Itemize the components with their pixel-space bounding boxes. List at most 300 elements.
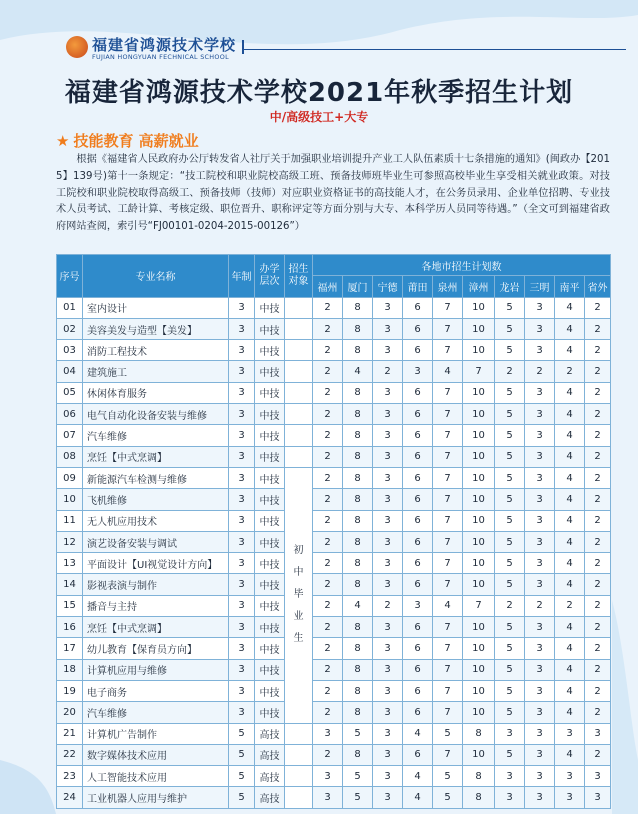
- city-count: 3: [373, 702, 403, 723]
- city-count: 3: [373, 382, 403, 403]
- major-name: 建筑施工: [83, 361, 229, 382]
- city-count: 6: [403, 489, 433, 510]
- city-count: 7: [433, 659, 463, 680]
- city-count: 3: [525, 787, 555, 808]
- major-name: 数字媒体技术应用: [83, 744, 229, 765]
- city-count: 4: [555, 531, 585, 552]
- row-number: 05: [57, 382, 83, 403]
- city-count: 3: [525, 404, 555, 425]
- program-years: 3: [229, 595, 255, 616]
- program-level: 中技: [255, 617, 285, 638]
- enrollment-target-empty: [285, 766, 313, 787]
- enrollment-target-empty: [285, 723, 313, 744]
- city-count: 3: [525, 531, 555, 552]
- city-count: 3: [373, 574, 403, 595]
- city-count: 3: [313, 787, 343, 808]
- city-count: 2: [585, 489, 611, 510]
- row-number: 02: [57, 318, 83, 339]
- program-years: 3: [229, 617, 255, 638]
- enrollment-target-empty: [285, 297, 313, 318]
- city-count: 2: [585, 340, 611, 361]
- city-count: 4: [433, 595, 463, 616]
- city-count: 2: [313, 318, 343, 339]
- city-count: 3: [555, 787, 585, 808]
- header-city: 福州: [313, 276, 343, 297]
- city-count: 7: [433, 702, 463, 723]
- city-count: 8: [343, 489, 373, 510]
- row-number: 14: [57, 574, 83, 595]
- program-level: 中技: [255, 595, 285, 616]
- city-count: 2: [313, 617, 343, 638]
- city-count: 2: [313, 744, 343, 765]
- city-count: 8: [343, 446, 373, 467]
- city-count: 3: [373, 787, 403, 808]
- major-name: 电气自动化设备安装与维修: [83, 404, 229, 425]
- city-count: 3: [495, 766, 525, 787]
- city-count: 5: [433, 787, 463, 808]
- table-header: [57, 255, 611, 298]
- program-years: 5: [229, 787, 255, 808]
- city-count: 8: [343, 553, 373, 574]
- city-count: 8: [343, 297, 373, 318]
- city-count: 6: [403, 340, 433, 361]
- major-name: 演艺设备安装与调试: [83, 531, 229, 552]
- program-years: 3: [229, 446, 255, 467]
- major-name: 电子商务: [83, 680, 229, 701]
- city-count: 3: [585, 787, 611, 808]
- city-count: 4: [555, 659, 585, 680]
- city-count: 3: [373, 404, 403, 425]
- row-number: 04: [57, 361, 83, 382]
- city-count: 4: [555, 617, 585, 638]
- city-count: 3: [373, 553, 403, 574]
- city-count: 4: [555, 297, 585, 318]
- city-count: 5: [433, 723, 463, 744]
- table-row: [57, 638, 611, 659]
- program-years: 3: [229, 425, 255, 446]
- city-count: 7: [433, 489, 463, 510]
- city-count: 6: [403, 531, 433, 552]
- page-subtitle: 中/高级技工+大专: [269, 110, 369, 124]
- city-count: 2: [313, 702, 343, 723]
- city-count: 5: [495, 744, 525, 765]
- row-number: 01: [57, 297, 83, 318]
- city-count: 5: [495, 680, 525, 701]
- city-count: 3: [373, 446, 403, 467]
- city-count: 3: [525, 425, 555, 446]
- major-name: 计算机应用与维修: [83, 659, 229, 680]
- city-count: 7: [433, 382, 463, 403]
- city-count: 6: [403, 510, 433, 531]
- city-count: 2: [585, 531, 611, 552]
- table-row: [57, 723, 611, 744]
- city-count: 6: [403, 659, 433, 680]
- city-count: 2: [585, 297, 611, 318]
- city-count: 3: [525, 318, 555, 339]
- table-row: [57, 361, 611, 382]
- table-row: [57, 595, 611, 616]
- program-level: 中技: [255, 446, 285, 467]
- city-count: 3: [585, 766, 611, 787]
- program-level: 中技: [255, 318, 285, 339]
- city-count: 5: [495, 574, 525, 595]
- city-count: 8: [343, 404, 373, 425]
- city-count: 3: [373, 531, 403, 552]
- major-name: 平面设计【UI视觉设计方向】: [83, 553, 229, 574]
- city-count: 7: [433, 531, 463, 552]
- enrollment-target-empty: [285, 382, 313, 403]
- city-count: 2: [313, 340, 343, 361]
- program-level: 中技: [255, 574, 285, 595]
- city-count: 2: [313, 680, 343, 701]
- city-count: 5: [495, 425, 525, 446]
- city-count: 2: [525, 361, 555, 382]
- section-heading-text: 技能教育 高薪就业: [73, 132, 199, 150]
- program-level: 中技: [255, 297, 285, 318]
- major-name: 消防工程技术: [83, 340, 229, 361]
- city-count: 6: [403, 553, 433, 574]
- city-count: 7: [433, 318, 463, 339]
- major-name: 汽车维修: [83, 425, 229, 446]
- program-years: 3: [229, 297, 255, 318]
- city-count: 10: [463, 659, 495, 680]
- city-count: 3: [525, 382, 555, 403]
- city-count: 5: [495, 553, 525, 574]
- program-level: 高技: [255, 766, 285, 787]
- city-count: 10: [463, 425, 495, 446]
- city-count: 3: [373, 489, 403, 510]
- city-count: 2: [313, 510, 343, 531]
- city-count: 6: [403, 297, 433, 318]
- city-count: 3: [313, 766, 343, 787]
- row-number: 17: [57, 638, 83, 659]
- program-level: 中技: [255, 531, 285, 552]
- city-count: 6: [403, 617, 433, 638]
- city-count: 5: [343, 723, 373, 744]
- program-years: 3: [229, 510, 255, 531]
- city-count: 3: [525, 680, 555, 701]
- city-count: 2: [313, 595, 343, 616]
- city-count: 4: [555, 489, 585, 510]
- program-years: 5: [229, 744, 255, 765]
- city-count: 3: [525, 297, 555, 318]
- program-level: 中技: [255, 510, 285, 531]
- city-count: 4: [555, 744, 585, 765]
- city-count: 10: [463, 680, 495, 701]
- table-row: [57, 659, 611, 680]
- enrollment-target: [285, 467, 313, 723]
- city-count: 2: [585, 617, 611, 638]
- city-count: 7: [433, 404, 463, 425]
- school-name-en: FUJIAN HONGYUAN FECHNICAL SCHOOL: [92, 53, 229, 61]
- table-row: [57, 297, 611, 318]
- city-count: 3: [373, 766, 403, 787]
- city-count: 3: [495, 723, 525, 744]
- city-count: 2: [313, 425, 343, 446]
- city-count: 8: [343, 531, 373, 552]
- program-years: 3: [229, 382, 255, 403]
- program-years: 3: [229, 574, 255, 595]
- city-count: 7: [433, 425, 463, 446]
- city-count: 6: [403, 574, 433, 595]
- major-name: 美容美发与造型【美发】: [83, 318, 229, 339]
- city-count: 4: [555, 446, 585, 467]
- city-count: 5: [495, 404, 525, 425]
- major-name: 计算机广告制作: [83, 723, 229, 744]
- program-years: 3: [229, 553, 255, 574]
- program-level: 中技: [255, 659, 285, 680]
- logo-divider-line: [244, 49, 626, 50]
- header-city: 泉州: [433, 276, 463, 297]
- city-count: 5: [495, 531, 525, 552]
- page-title: 福建省鸿源技术学校2021年秋季招生计划: [64, 78, 574, 108]
- city-count: 8: [463, 766, 495, 787]
- city-count: 3: [525, 659, 555, 680]
- program-level: 高技: [255, 787, 285, 808]
- row-number: 08: [57, 446, 83, 467]
- city-count: 4: [555, 467, 585, 488]
- row-number: 20: [57, 702, 83, 723]
- program-years: 5: [229, 766, 255, 787]
- city-count: 2: [585, 318, 611, 339]
- city-count: 7: [433, 574, 463, 595]
- header-city: 南平: [555, 276, 585, 297]
- city-count: 2: [585, 702, 611, 723]
- row-number: 16: [57, 617, 83, 638]
- header-city: 厦门: [343, 276, 373, 297]
- row-number: 12: [57, 531, 83, 552]
- row-number: 15: [57, 595, 83, 616]
- city-count: 3: [373, 510, 403, 531]
- city-count: 10: [463, 553, 495, 574]
- city-count: 3: [373, 680, 403, 701]
- major-name: 播音与主持: [83, 595, 229, 616]
- city-count: 8: [343, 617, 373, 638]
- city-count: 4: [403, 723, 433, 744]
- header-major: 专业名称: [83, 255, 229, 298]
- school-name: 福建省鸿源技术学校: [92, 36, 237, 54]
- city-count: 7: [463, 595, 495, 616]
- program-years: 3: [229, 638, 255, 659]
- enrollment-target-empty: [285, 318, 313, 339]
- row-number: 22: [57, 744, 83, 765]
- row-number: 06: [57, 404, 83, 425]
- program-level: 高技: [255, 723, 285, 744]
- city-count: 3: [373, 318, 403, 339]
- header-city: 省外: [585, 276, 611, 297]
- city-count: 7: [433, 467, 463, 488]
- table-row: [57, 446, 611, 467]
- major-name: 新能源汽车检测与维修: [83, 467, 229, 488]
- program-years: 3: [229, 702, 255, 723]
- row-number: 21: [57, 723, 83, 744]
- city-count: 2: [585, 680, 611, 701]
- city-count: 3: [525, 744, 555, 765]
- program-years: 3: [229, 531, 255, 552]
- city-count: 3: [373, 638, 403, 659]
- city-count: 4: [555, 574, 585, 595]
- row-number: 10: [57, 489, 83, 510]
- city-count: 10: [463, 446, 495, 467]
- header-city-group: 各地市招生计划数: [313, 255, 611, 276]
- table-row: [57, 510, 611, 531]
- city-count: 4: [555, 382, 585, 403]
- major-name: 人工智能技术应用: [83, 766, 229, 787]
- city-count: 3: [373, 340, 403, 361]
- city-count: 10: [463, 318, 495, 339]
- city-count: 7: [433, 340, 463, 361]
- city-count: 3: [373, 659, 403, 680]
- header-city: 莆田: [403, 276, 433, 297]
- table-row: [57, 702, 611, 723]
- city-count: 2: [585, 404, 611, 425]
- intro-paragraph: 根据《福建省人民政府办公厅转发省人社厅关于加强职业培训提升产业工人队伍素质十七条措施的通知》(闽政办【2015】139号)第十一条规定：“技工院校和职业院校高级工班、预备技师班毕业生可参照高校毕业生享受相关就业政策。对技工院校和职业院校取得高级工、预备技师（技师）对应职业资格证书的高技能人才，在公务员录用、企业单位招聘、专业技术人员考试、工龄计算、考核定级、职位晋升、职称评定等方面分别与大专、本科学历人员同等待遇。”（全文可到福建省政府网站查阅，索引号“FJ00101-0204-2015-00126”）: [56, 154, 610, 233]
- enrollment-plan-table: [56, 254, 611, 809]
- city-count: 6: [403, 382, 433, 403]
- city-count: 4: [555, 638, 585, 659]
- city-count: 10: [463, 531, 495, 552]
- city-count: 6: [403, 638, 433, 659]
- city-count: 3: [525, 617, 555, 638]
- city-count: 4: [555, 553, 585, 574]
- city-count: 3: [585, 723, 611, 744]
- city-count: 3: [555, 766, 585, 787]
- enrollment-target-empty: [285, 340, 313, 361]
- header-city: 漳州: [463, 276, 495, 297]
- program-level: 中技: [255, 361, 285, 382]
- city-count: 3: [525, 766, 555, 787]
- enrollment-target-empty: [285, 361, 313, 382]
- program-level: 中技: [255, 489, 285, 510]
- row-number: 18: [57, 659, 83, 680]
- city-count: 6: [403, 446, 433, 467]
- city-count: 2: [495, 361, 525, 382]
- city-count: 5: [343, 787, 373, 808]
- city-count: 8: [343, 659, 373, 680]
- table-row: [57, 617, 611, 638]
- header-city: 龙岩: [495, 276, 525, 297]
- city-count: 2: [373, 361, 403, 382]
- city-count: 7: [463, 361, 495, 382]
- table-row: [57, 340, 611, 361]
- city-count: 7: [433, 617, 463, 638]
- program-level: 中技: [255, 382, 285, 403]
- city-count: 2: [313, 382, 343, 403]
- major-name: 无人机应用技术: [83, 510, 229, 531]
- city-count: 5: [495, 382, 525, 403]
- city-count: 2: [585, 659, 611, 680]
- enrollment-target-empty: [285, 425, 313, 446]
- program-years: 3: [229, 659, 255, 680]
- city-count: 5: [495, 297, 525, 318]
- table-row: [57, 467, 611, 488]
- city-count: 2: [585, 361, 611, 382]
- major-name: 室内设计: [83, 297, 229, 318]
- city-count: 3: [373, 297, 403, 318]
- row-number: 11: [57, 510, 83, 531]
- program-years: 3: [229, 361, 255, 382]
- city-count: 8: [343, 744, 373, 765]
- table-header-row: [57, 255, 611, 276]
- city-count: 4: [555, 702, 585, 723]
- city-count: 5: [495, 617, 525, 638]
- city-count: 10: [463, 297, 495, 318]
- program-level: 中技: [255, 340, 285, 361]
- city-count: 2: [585, 425, 611, 446]
- section-heading: [56, 130, 199, 151]
- city-count: 6: [403, 425, 433, 446]
- row-number: 19: [57, 680, 83, 701]
- city-count: 2: [373, 595, 403, 616]
- city-count: 6: [403, 467, 433, 488]
- city-count: 10: [463, 617, 495, 638]
- city-count: 5: [495, 702, 525, 723]
- program-level: 中技: [255, 467, 285, 488]
- program-years: 3: [229, 467, 255, 488]
- city-count: 10: [463, 382, 495, 403]
- city-count: 5: [495, 659, 525, 680]
- table-row: [57, 680, 611, 701]
- school-logo-icon: [66, 36, 88, 58]
- city-count: 3: [313, 723, 343, 744]
- program-level: 中技: [255, 425, 285, 446]
- city-count: 3: [373, 617, 403, 638]
- city-count: 4: [555, 318, 585, 339]
- major-name: 影视表演与制作: [83, 574, 229, 595]
- city-count: 8: [343, 638, 373, 659]
- city-count: 10: [463, 467, 495, 488]
- city-count: 5: [343, 766, 373, 787]
- city-count: 2: [313, 659, 343, 680]
- city-count: 5: [495, 467, 525, 488]
- city-count: 8: [343, 340, 373, 361]
- table-row: [57, 318, 611, 339]
- program-level: 中技: [255, 702, 285, 723]
- star-icon: ★: [56, 132, 70, 150]
- header-city: 三明: [525, 276, 555, 297]
- header-city: 宁德: [373, 276, 403, 297]
- city-count: 2: [585, 553, 611, 574]
- program-years: 3: [229, 680, 255, 701]
- program-years: 3: [229, 318, 255, 339]
- city-count: 7: [433, 446, 463, 467]
- city-count: 5: [495, 510, 525, 531]
- city-count: 5: [433, 766, 463, 787]
- city-count: 2: [585, 467, 611, 488]
- city-count: 2: [585, 510, 611, 531]
- city-count: 8: [343, 382, 373, 403]
- major-name: 幼儿教育【保育员方向】: [83, 638, 229, 659]
- city-count: 3: [403, 361, 433, 382]
- city-count: 2: [585, 638, 611, 659]
- city-count: 3: [373, 723, 403, 744]
- row-number: 13: [57, 553, 83, 574]
- city-count: 8: [343, 574, 373, 595]
- city-count: 8: [343, 425, 373, 446]
- city-count: 7: [433, 553, 463, 574]
- city-count: 4: [343, 595, 373, 616]
- city-count: 2: [313, 446, 343, 467]
- row-number: 09: [57, 467, 83, 488]
- city-count: 4: [343, 361, 373, 382]
- city-count: 5: [495, 340, 525, 361]
- city-count: 3: [373, 425, 403, 446]
- table-row: [57, 425, 611, 446]
- city-count: 5: [495, 446, 525, 467]
- city-count: 8: [463, 723, 495, 744]
- city-count: 5: [495, 638, 525, 659]
- city-count: 4: [433, 361, 463, 382]
